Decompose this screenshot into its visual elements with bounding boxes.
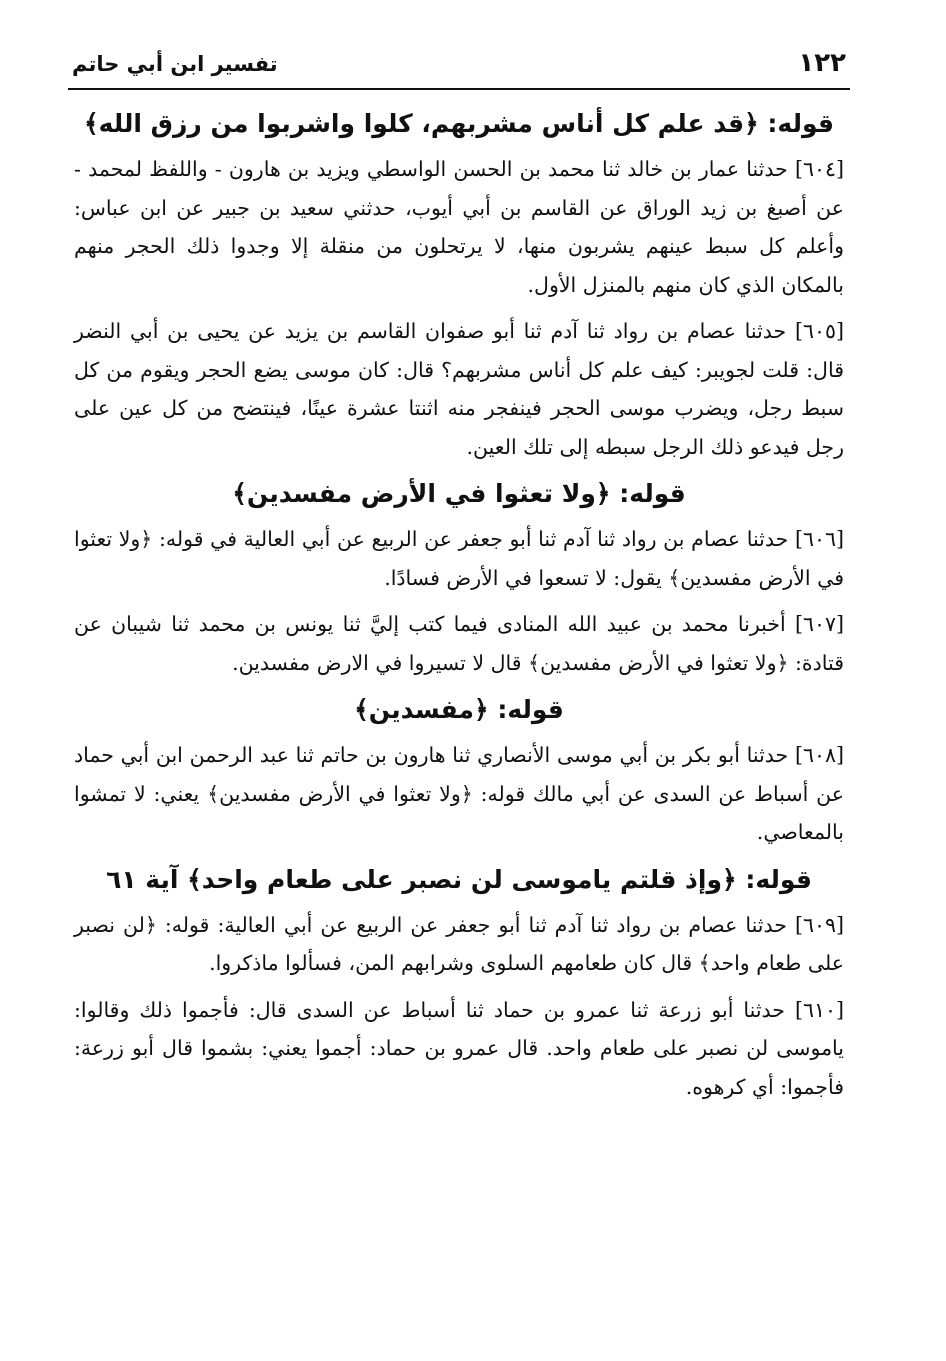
section-heading: قوله: ﴿وإذ قلتم ياموسى لن نصبر على طعام واحد﴾ آية ٦١ — [106, 864, 812, 894]
section-heading: قوله: ﴿مفسدين﴾ — [354, 695, 564, 724]
hadith-paragraph: [٦٠٨] حدثنا أبو بكر بن أبي موسى الأنصاري ثنا هارون بن حاتم ثنا عبد الرحمن ابن أبي حماد عن أسباط عن السدى عن أبي مالك قوله: ﴿ولا تعثوا في الأرض مفسدين﴾ يعني: لا تمشوا بالمعاصي. — [74, 743, 844, 844]
page-header — [68, 40, 850, 90]
page-number: ١٢٢ — [798, 48, 846, 78]
hadith-paragraph: [٦٠٤] حدثنا عمار بن خالد ثنا محمد بن الحسن الواسطي ويزيد بن هارون - واللفظ لمحمد - عن أصبغ بن زيد الوراق عن القاسم بن أبي أيوب، حدثني سعيد بن جبير عن ابن عباس: وأعلم كل سبط عينهم يشربون منها، لا يرتحلون من منقلة إلا وجدوا ذلك الحجر منهم بالمكان الذي كان منهم بالمنزل الأول. — [74, 157, 844, 297]
running-title: تفسير ابن أبي حاتم — [72, 52, 278, 76]
hadith-paragraph: [٦٠٥] حدثنا عصام بن رواد ثنا آدم ثنا أبو صفوان القاسم بن يزيد عن يحيى بن أبي النضر قال: قلت لجويبر: كيف علم كل أناس مشربهم؟ قال: كان موسى يضع الحجر ويقوم من كل سبط رجل، ويضرب موسى الحجر فينفجر منه اثنتا عشرة عينًا، فينتضح من كل عين على رجل فيدعو ذلك الرجل سبطه إلى تلك العين. — [74, 319, 844, 459]
hadith-paragraph: [٦٠٩] حدثنا عصام بن رواد ثنا آدم ثنا أبو جعفر عن الربيع عن أبي العالية: قوله: ﴿لن نصبر على طعام واحد﴾ قال كان طعامهم السلوى وشرابهم المن، فسألوا ماذكروا. — [74, 912, 844, 975]
section-heading: قوله: ﴿قد علم كل أناس مشربهم، كلوا واشربوا من رزق الله﴾ — [83, 109, 835, 138]
section-heading: قوله: ﴿ولا تعثوا في الأرض مفسدين﴾ — [232, 479, 686, 508]
hadith-paragraph: [٦١٠] حدثنا أبو زرعة ثنا عمرو بن حماد ثنا أسباط عن السدى قال: فأجموا ذلك وقالوا: ياموسى لن نصبر على طعام واحد. قال عمرو بن حماد: أجموا يعني: بشموا قال أبو زرعة: فأجموا: أي كرهوه. — [74, 997, 844, 1099]
page-body — [68, 90, 850, 1106]
hadith-paragraph: [٦٠٧] أخبرنا محمد بن عبيد الله المنادى فيما كتب إليَّ ثنا يونس بن محمد ثنا شيبان عن قتادة: ﴿ولا تعثوا في الأرض مفسدين﴾ قال لا تسيروا في الارض مفسدين. — [74, 612, 844, 675]
hadith-paragraph: [٦٠٦] حدثنا عصام بن رواد ثنا آدم ثنا أبو جعفر عن الربيع عن أبي العالية في قوله: ﴿ولا تعثوا في الأرض مفسدين﴾ يقول: لا تسعوا في الأرض فسادًا. — [74, 527, 844, 590]
book-page — [68, 40, 850, 1340]
